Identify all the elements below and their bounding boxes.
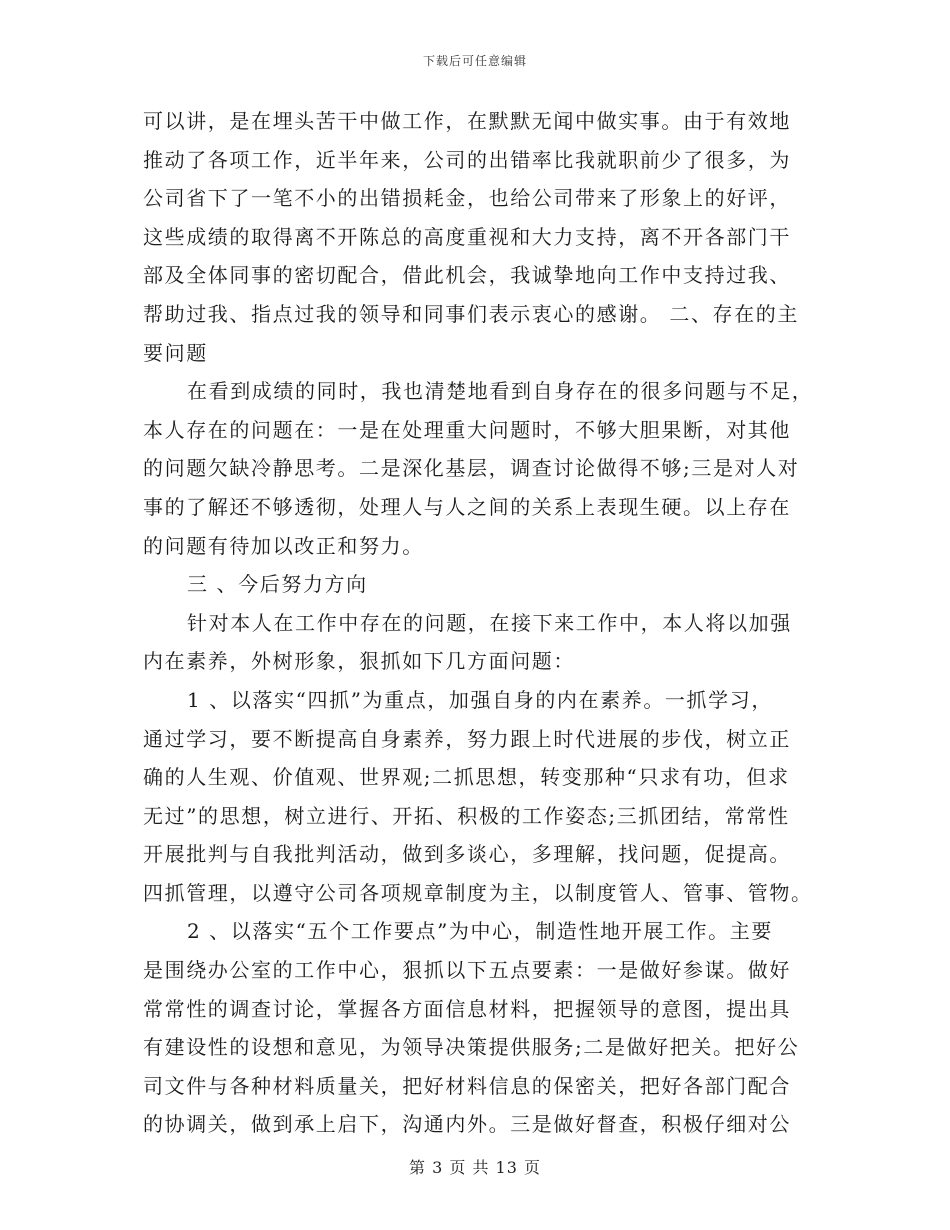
text-line: 可以讲，是在埋头苦干中做工作，在默默无闻中做实事。由于有效地 — [143, 109, 791, 133]
text-line: 推动了各项工作，近半年来，公司的出错率比我就职前少了很多，为 — [143, 147, 791, 172]
paragraph-start-line: 1 、以落实“四抓”为重点，加强自身的内在素养。一抓学习， — [187, 687, 773, 712]
text-line: 开展批判与自我批判活动，做到多谈心，多理解，找问题，促提高。 — [143, 842, 791, 867]
text-line: 帮助过我、指点过我的领导和同事们表示衷心的感谢。 二、存在的主 — [143, 301, 799, 326]
text-line: 公司省下了一笔不小的出错损耗金，也给公司带来了形象上的好评， — [143, 186, 791, 211]
text-line: 的问题欠缺冷静思考。二是深化基层，调查讨论做得不够;三是对人对 — [143, 456, 800, 481]
paragraph-start-line: 在看到成绩的同时，我也清楚地看到自身存在的很多问题与不足， — [187, 379, 814, 404]
text-line: 通过学习，要不断提高自身素养，努力跟上时代进展的步伐，树立正 — [143, 726, 791, 751]
document-body — [143, 102, 813, 1144]
text-line: 是围绕办公室的工作中心，狠抓以下五点要素：一是做好参谋。做好 — [143, 958, 791, 983]
text-line: 的协调关，做到承上启下，沟通内外。三是做好督查，积极仔细对公 — [143, 1112, 791, 1137]
text-line: 司文件与各种材料质量关，把好材料信息的保密关，把好各部门配合 — [143, 1073, 791, 1098]
text-line: 事的了解还不够透彻，处理人与人之间的关系上表现生硬。以上存在 — [143, 494, 791, 519]
page-header: 下载后可任意编辑 — [422, 54, 527, 68]
text-line: 确的人生观、价值观、世界观;二抓思想，转变那种“只求有功，但求 — [143, 765, 790, 790]
text-line: 常常性的调查讨论，掌握各方面信息材料，把握领导的意图，提出具 — [143, 996, 791, 1021]
text-line: 本人存在的问题在：一是在处理重大问题时，不够大胆果断，对其他 — [143, 417, 791, 442]
section-heading: 三 、今后努力方向 — [187, 572, 368, 597]
text-line: 内在素养，外树形象，狠抓如下几方面问题： — [143, 649, 575, 674]
text-line: 要问题 — [143, 340, 208, 365]
text-line: 部及全体同事的密切配合，借此机会，我诚挚地向工作中支持过我、 — [143, 263, 791, 288]
text-line: 的问题有待加以改正和努力。 — [143, 533, 424, 558]
text-line: 四抓管理，以遵守公司各项规章制度为主，以制度管人、管事、管物。 — [143, 880, 813, 905]
text-line: 这些成绩的取得离不开陈总的高度重视和大力支持，离不开各部门干 — [143, 224, 791, 249]
text-line: 无过”的思想，树立进行、开拓、积极的工作姿态;三抓团结，常常性 — [143, 803, 790, 828]
paragraph-start-line: 针对本人在工作中存在的问题，在接下来工作中，本人将以加强 — [187, 610, 792, 635]
paragraph-start-line: 2 、以落实“五个工作要点”为中心，制造性地开展工作。主要 — [187, 919, 773, 944]
page-number-footer: 第 3 页 共 13 页 — [409, 1158, 541, 1177]
text-line: 有建设性的设想和意见，为领导决策提供服务;二是做好把关。把好公 — [143, 1035, 800, 1060]
